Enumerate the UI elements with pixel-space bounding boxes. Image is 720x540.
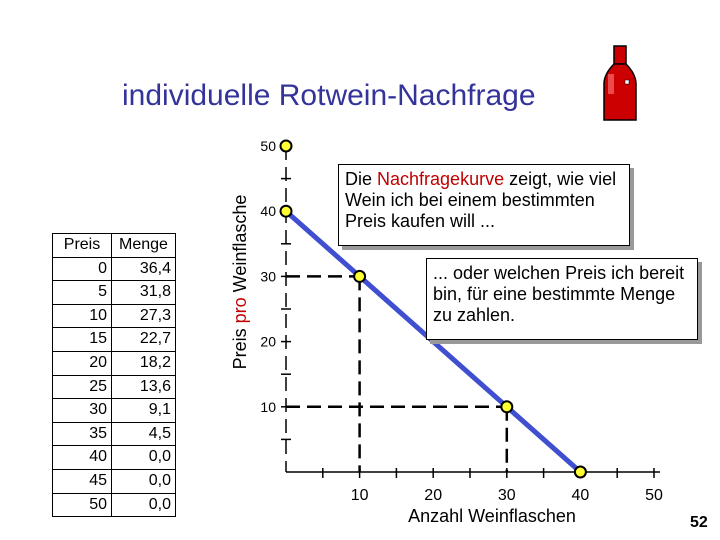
callout-text: Die [345,169,378,189]
price-cell: 15 [53,328,112,352]
price-cell: 5 [53,281,112,305]
data-point [281,206,292,217]
quantity-cell: 9,1 [112,399,176,423]
x-tick-label: 50 [645,487,663,504]
willingness-to-pay-callout: ... oder welchen Preis ich bereit bin, für eine bestimmte Menge zu zahlen. [426,258,698,340]
price-cell: 10 [53,304,112,328]
price-cell: 50 [53,493,112,517]
data-point [354,271,365,282]
x-tick-label: 30 [497,487,516,504]
y-tick-label: 20 [260,333,276,350]
demand-curve-callout [338,164,630,246]
price-cell: 25 [53,375,112,399]
data-point [575,467,586,478]
y-tick-label: 10 [260,398,276,415]
data-point [281,141,292,152]
callout-highlight: Nachfragekurve [377,169,505,189]
quantity-cell: 13,6 [112,375,176,399]
price-cell: 35 [53,422,112,446]
quantity-cell: 36,4 [112,257,176,281]
callout-text: zeigt, wie viel Wein ich bei einem bestimmten Preis kaufen will ... [345,169,617,231]
quantity-cell: 0,0 [112,493,176,517]
quantity-cell: 4,5 [112,422,176,446]
x-tick-label: 40 [571,487,590,504]
x-tick-label: 10 [350,487,369,504]
data-point [501,401,512,412]
quantity-cell: 31,8 [112,281,176,305]
x-tick-label: 20 [424,487,443,504]
quantity-cell: 18,2 [112,351,176,375]
price-cell: 0 [53,257,112,281]
quantity-cell: 0,0 [112,469,176,493]
quantity-cell: 0,0 [112,446,176,470]
y-tick-label: 40 [260,203,276,220]
y-axis-label-part: Preis [230,323,250,370]
y-tick-label: 50 [260,138,276,154]
page-number: 52 [690,514,708,531]
price-cell: 45 [53,469,112,493]
y-axis-label-part: Weinflasche [230,194,250,298]
y-tick-label: 30 [260,268,276,285]
quantity-cell: 27,3 [112,304,176,328]
price-cell: 20 [53,351,112,375]
y-axis-label-highlight: pro [230,297,250,324]
price-cell: 40 [53,446,112,470]
table-header: Menge [112,234,176,258]
price-cell: 30 [53,399,112,423]
slide-title: individuelle Rotwein-Nachfrage [122,79,536,112]
x-axis-label: Anzahl Weinflaschen [408,506,576,526]
quantity-cell: 22,7 [112,328,176,352]
demand-curve [286,211,580,472]
table-header: Preis [53,234,112,258]
